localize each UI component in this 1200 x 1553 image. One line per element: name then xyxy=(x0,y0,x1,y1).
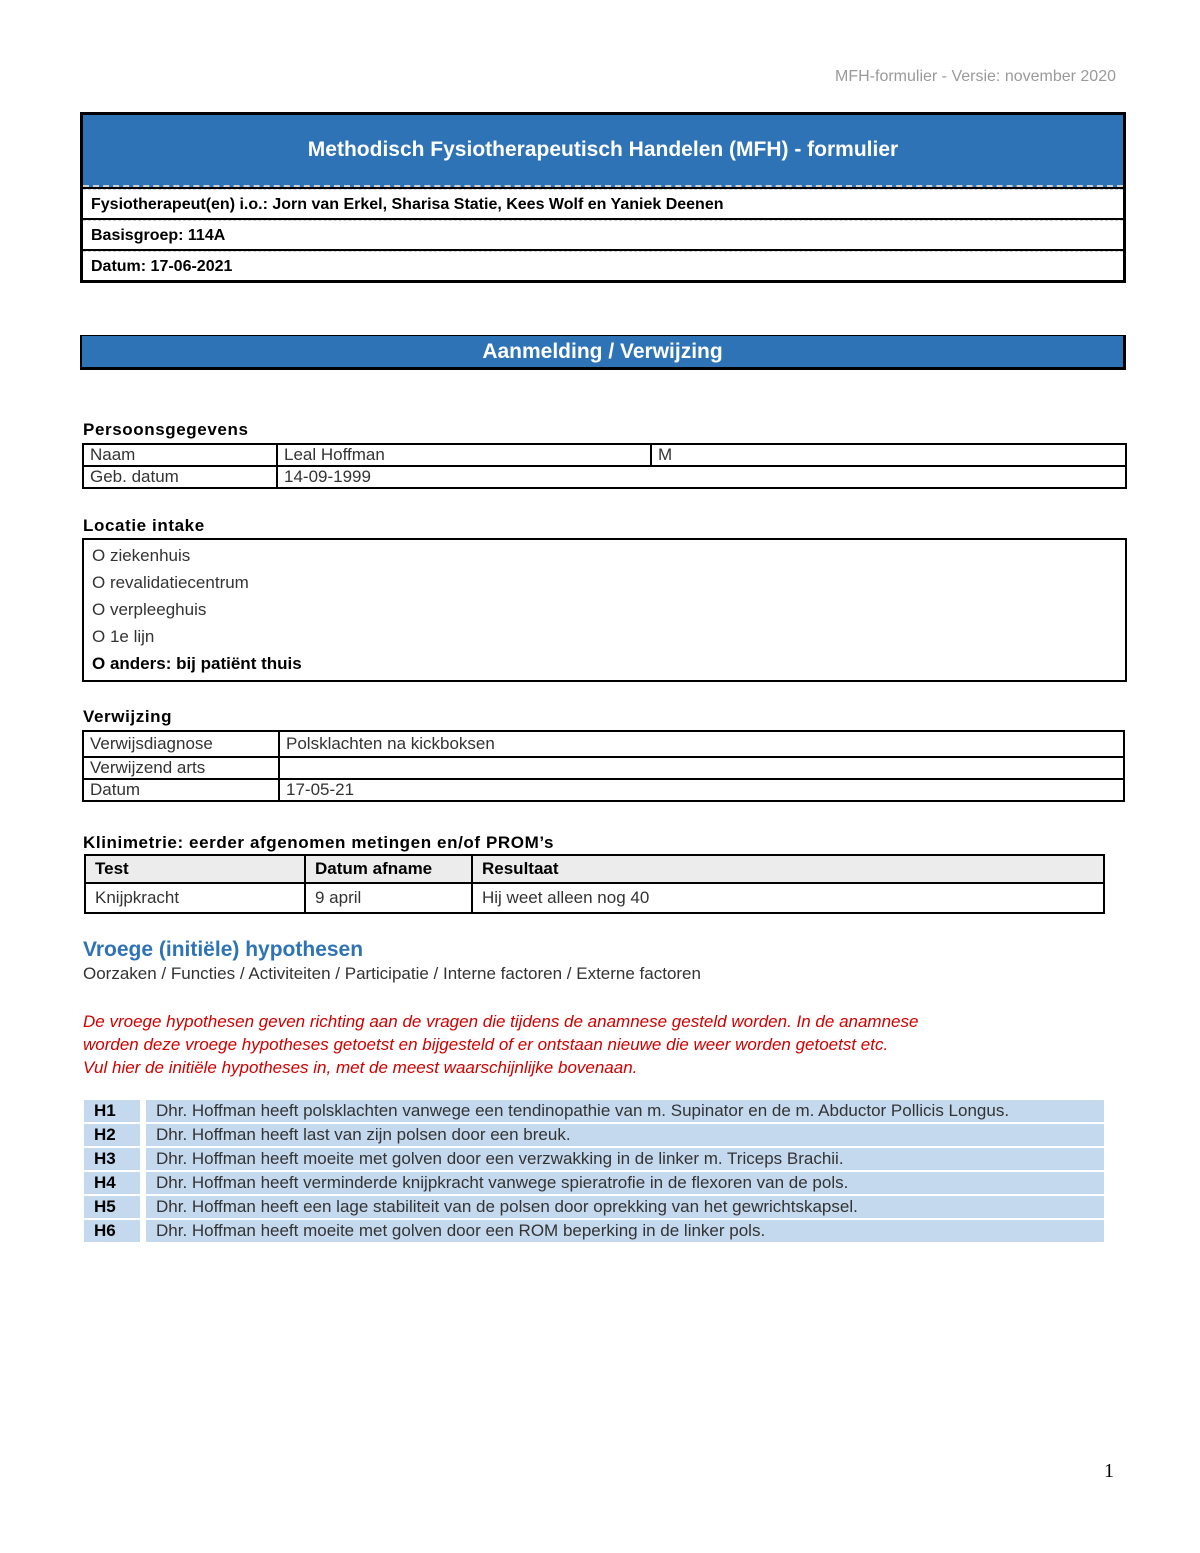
gender-value: M xyxy=(651,444,1126,466)
hypothese-text: Dhr. Hoffman heeft polsklachten vanwege een tendinopathie van m. Supinator en de m. Abductor Pollicis Longus. xyxy=(146,1100,1104,1122)
hypothesen-instruction-line: worden deze vroege hypotheses getoetst en bijgesteld of er ontstaan nieuwe die weer worden getoetst etc. xyxy=(83,1035,889,1054)
hypothese-id: H2 xyxy=(84,1124,146,1146)
hypothesen-instruction xyxy=(83,1010,1083,1079)
verwijsdiagnose-value: Polsklachten na kickboksen xyxy=(279,731,1124,757)
hypothesen-instruction-line: Vul hier de initiële hypotheses in, met de meest waarschijnlijke bovenaan. xyxy=(83,1058,638,1077)
hypothese-row xyxy=(84,1148,1104,1170)
verwijsdiagnose-label: Verwijsdiagnose xyxy=(83,731,279,757)
persoonsgegevens-table xyxy=(82,443,1127,489)
hypothesen-table xyxy=(84,1098,1104,1244)
hypothese-id: H6 xyxy=(84,1220,146,1242)
klinimetrie-cell-resultaat: Hij weet alleen nog 40 xyxy=(472,883,1104,913)
verwijzend-arts-label: Verwijzend arts xyxy=(83,757,279,779)
hypothese-row xyxy=(84,1196,1104,1218)
verwijzing-datum-value: 17-05-21 xyxy=(279,779,1124,801)
locatie-option-ziekenhuis[interactable]: O ziekenhuis xyxy=(92,546,191,565)
locatie-option-1e-lijn[interactable]: O 1e lijn xyxy=(92,627,155,646)
form-title-box xyxy=(80,112,1126,283)
page-number: 1 xyxy=(1104,1460,1114,1482)
hypothese-row xyxy=(84,1124,1104,1146)
locatie-option-revalidatiecentrum[interactable]: O revalidatiecentrum xyxy=(92,573,249,592)
datum-row: Datum: 17-06-2021 xyxy=(83,249,1123,280)
hypothese-id: H4 xyxy=(84,1172,146,1194)
locatie-option-anders[interactable]: O anders: bij patiënt thuis xyxy=(92,654,302,673)
hypothese-text: Dhr. Hoffman heeft moeite met golven door een ROM beperking in de linker pols. xyxy=(146,1220,1104,1242)
hypothese-text: Dhr. Hoffman heeft moeite met golven door een verzwakking in de linker m. Triceps Brachii. xyxy=(146,1148,1104,1170)
klinimetrie-header-test: Test xyxy=(85,855,305,883)
hypothese-id: H5 xyxy=(84,1196,146,1218)
geb-datum-value: 14-09-1999 xyxy=(277,466,1126,488)
therapists-row: Fysiotherapeut(en) i.o.: Jorn van Erkel, Sharisa Statie, Kees Wolf en Yaniek Deenen xyxy=(83,187,1123,218)
form-title: Methodisch Fysiotherapeutisch Handelen (MFH) - formulier xyxy=(83,115,1123,187)
naam-value: Leal Hoffman xyxy=(277,444,651,466)
hypothesen-title: Vroege (initiële) hypothesen xyxy=(83,938,364,961)
basisgroep-row: Basisgroep: 114A xyxy=(83,218,1123,249)
locatie-options xyxy=(82,538,1127,682)
naam-label: Naam xyxy=(83,444,277,466)
verwijzing-table xyxy=(82,730,1125,802)
verwijzend-arts-value xyxy=(279,757,1124,779)
hypothese-text: Dhr. Hoffman heeft verminderde knijpkracht vanwege spieratrofie in de flexoren van de pols. xyxy=(146,1172,1104,1194)
klinimetrie-header-datum: Datum afname xyxy=(305,855,472,883)
section-banner-aanmelding: Aanmelding / Verwijzing xyxy=(80,335,1126,370)
verwijzing-datum-label: Datum xyxy=(83,779,279,801)
hypothese-id: H3 xyxy=(84,1148,146,1170)
hypothese-row xyxy=(84,1172,1104,1194)
persoonsgegevens-label: Persoonsgegevens xyxy=(83,420,249,439)
locatie-label: Locatie intake xyxy=(83,516,205,535)
hypothese-text: Dhr. Hoffman heeft een lage stabiliteit van de polsen door oprekking van het gewrichtskapsel. xyxy=(146,1196,1104,1218)
klinimetrie-header-resultaat: Resultaat xyxy=(472,855,1104,883)
klinimetrie-cell-test: Knijpkracht xyxy=(85,883,305,913)
hypothese-row xyxy=(84,1100,1104,1122)
hypothesen-instruction-line: De vroege hypothesen geven richting aan de vragen die tijdens de anamnese gesteld worden. In de anamnese xyxy=(83,1012,919,1031)
hypothese-row xyxy=(84,1220,1104,1242)
hypothesen-subtitle: Oorzaken / Functies / Activiteiten / Participatie / Interne factoren / Externe factoren xyxy=(83,964,701,983)
hypothese-id: H1 xyxy=(84,1100,146,1122)
locatie-option-verpleeghuis[interactable]: O verpleeghuis xyxy=(92,600,207,619)
document-version-note: MFH-formulier - Versie: november 2020 xyxy=(835,68,1116,85)
klinimetrie-label: Klinimetrie: eerder afgenomen metingen en/of PROM’s xyxy=(83,833,555,852)
hypothese-text: Dhr. Hoffman heeft last van zijn polsen door een breuk. xyxy=(146,1124,1104,1146)
klinimetrie-table xyxy=(84,854,1105,914)
geb-datum-label: Geb. datum xyxy=(83,466,277,488)
verwijzing-label: Verwijzing xyxy=(83,707,173,726)
klinimetrie-cell-datum: 9 april xyxy=(305,883,472,913)
